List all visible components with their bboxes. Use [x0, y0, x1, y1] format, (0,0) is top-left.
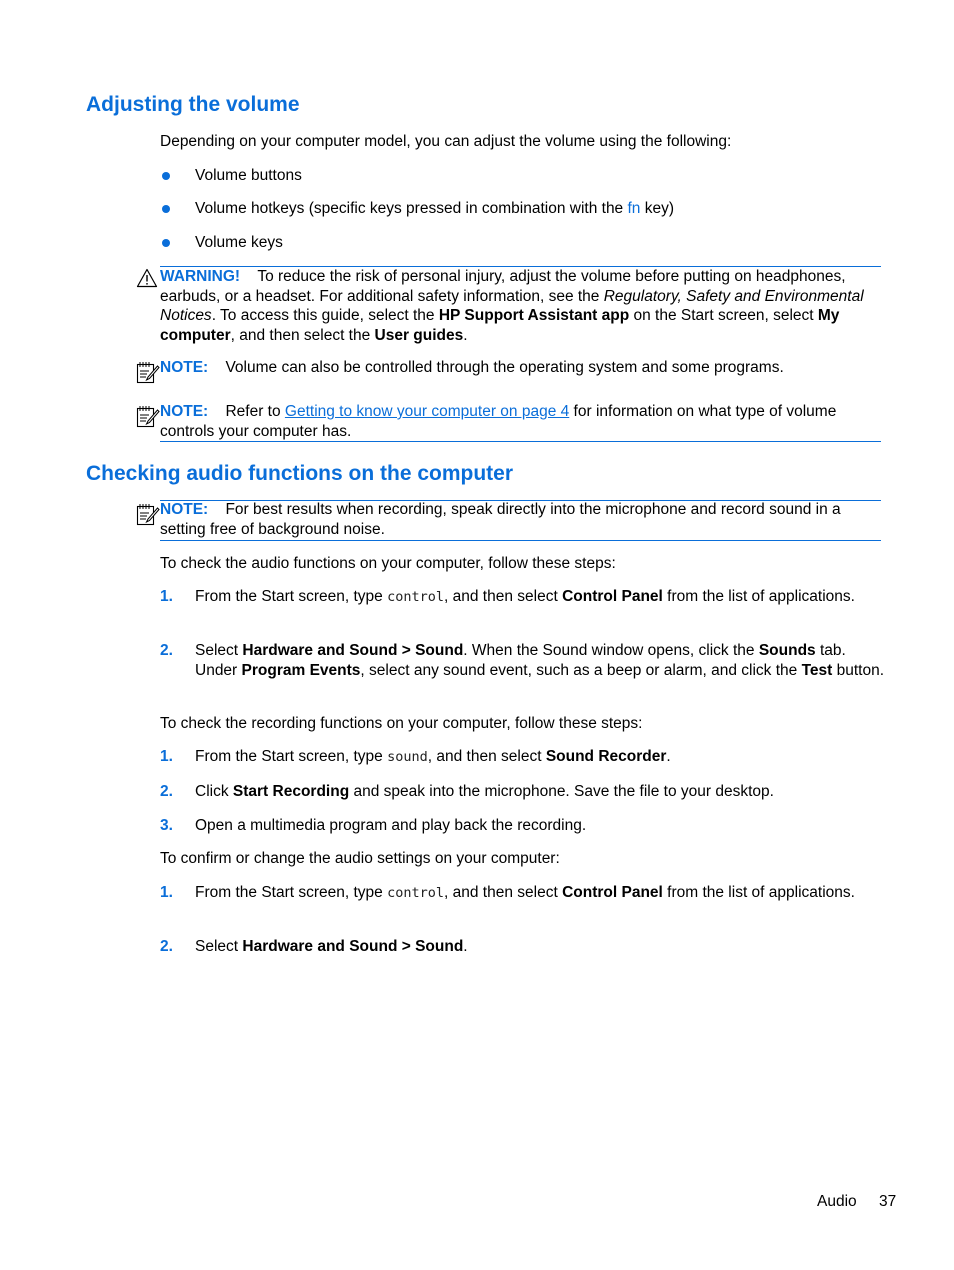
- step-settings-2: [195, 937, 885, 957]
- note-text: Volume can also be controlled through the operating system and some programs.: [225, 359, 784, 376]
- typed-command: control: [387, 589, 445, 605]
- step-recording-3: Open a multimedia program and play back the recording.: [195, 817, 587, 834]
- bullet-volume-keys: Volume keys: [195, 234, 283, 251]
- menu-option: User guides: [374, 326, 464, 344]
- bullet-dot: [162, 172, 170, 180]
- step-settings-1: [195, 883, 885, 904]
- step-audio-1: [195, 587, 885, 608]
- warning-text: on the Start screen, select: [629, 307, 818, 324]
- warning-text: , and then select the: [230, 326, 375, 344]
- note-label: NOTE:: [160, 359, 209, 376]
- warning-text: To reduce the risk of personal injury, adjust the volume before putting on headphones, earbuds, or a headset. For additional safety information, see the: [160, 268, 846, 305]
- warning-text: . To access this guide, select the: [211, 307, 439, 324]
- fn-key-label: fn: [627, 200, 641, 217]
- note-box-volume-control: [160, 358, 882, 378]
- footer-section-name: Audio: [817, 1193, 857, 1210]
- step-text: , and then select: [444, 588, 563, 605]
- step-text: Select: [195, 938, 243, 955]
- step-text: button.: [832, 661, 885, 679]
- step-number: 3.: [160, 817, 173, 834]
- step-text: .: [463, 938, 468, 955]
- bullet-dot: [162, 239, 170, 247]
- bullet-volume-buttons: Volume buttons: [195, 167, 302, 184]
- step-text: From the Start screen, type: [195, 884, 388, 901]
- step-recording-1: [195, 747, 885, 768]
- step-audio-2: [195, 641, 885, 680]
- step-text: and speak into the microphone. Save the file to your desktop.: [349, 783, 774, 800]
- note-pad-icon: [136, 502, 160, 526]
- bullet-text-part: Volume hotkeys (specific keys pressed in combination with the: [195, 200, 628, 217]
- warning-text: .: [463, 326, 468, 344]
- ui-element-name: Test: [801, 661, 833, 679]
- note-box-volume-controls-reference: [160, 402, 882, 441]
- note-label: NOTE:: [160, 501, 209, 518]
- typed-command: control: [387, 885, 445, 901]
- bullet-dot: [162, 205, 170, 213]
- warning-box: [160, 267, 882, 345]
- step-text: . When the Sound window opens, click the: [463, 642, 759, 659]
- bullet-volume-hotkeys: [195, 199, 885, 219]
- ui-element-name: Program Events: [241, 661, 361, 679]
- note-bottom-rule: [160, 540, 881, 541]
- footer-page-number: 37: [879, 1193, 897, 1210]
- ui-element-name: Control Panel: [562, 588, 663, 605]
- step-text: .: [666, 748, 671, 765]
- section1-intro: Depending on your computer model, you can adjust the volume using the following:: [160, 133, 732, 150]
- note-label: NOTE:: [160, 403, 209, 420]
- step-text: Select: [195, 642, 243, 659]
- step-text: From the Start screen, type: [195, 748, 388, 765]
- bullet-text-part: key): [640, 200, 675, 217]
- note-box-recording: [160, 500, 882, 539]
- getting-to-know-link[interactable]: Getting to know your computer on page 4: [284, 403, 570, 420]
- step-number: 1.: [160, 588, 173, 605]
- section-title-checking-audio: Checking audio functions on the computer: [86, 462, 514, 485]
- warning-label: WARNING!: [160, 268, 241, 285]
- step-number: 2.: [160, 783, 173, 800]
- step-text: from the list of applications.: [662, 884, 855, 901]
- ui-element-name: Control Panel: [562, 884, 663, 901]
- step-text: , select any sound event, such as a beep or alarm, and click the: [360, 661, 802, 679]
- step-text: From the Start screen, type: [195, 588, 388, 605]
- note-text: for information on what type of volume controls your computer has.: [160, 403, 837, 440]
- ui-element-name: Start Recording: [232, 783, 350, 800]
- recording-check-intro: To check the recording functions on your computer, follow these steps:: [160, 715, 643, 732]
- ui-element-name: Sounds: [758, 642, 816, 659]
- step-text: from the list of applications.: [662, 588, 855, 605]
- step-text: Click: [195, 783, 233, 800]
- note-text: For best results when recording, speak directly into the microphone and record sound in a setting free of background noise.: [160, 501, 841, 538]
- ui-element-name: Sound Recorder: [545, 748, 667, 765]
- step-number: 2.: [160, 642, 173, 659]
- step-recording-2: [195, 782, 885, 802]
- warning-triangle-icon: [136, 268, 158, 288]
- step-number: 2.: [160, 938, 173, 955]
- menu-option: My computer: [160, 307, 840, 344]
- audio-settings-intro: To confirm or change the audio settings on your computer:: [160, 850, 560, 867]
- typed-command: sound: [387, 749, 428, 765]
- step-number: 1.: [160, 748, 173, 765]
- step-text: , and then select: [427, 748, 546, 765]
- step-text: tab. Under: [195, 642, 846, 679]
- audio-check-intro: To check the audio functions on your computer, follow these steps:: [160, 555, 616, 572]
- note-bottom-rule: [160, 441, 881, 442]
- note-text: Refer to: [225, 403, 285, 420]
- app-name: HP Support Assistant app: [438, 307, 630, 324]
- section-title-adjusting-volume: Adjusting the volume: [86, 93, 300, 116]
- note-pad-icon: [136, 360, 160, 384]
- ui-element-name: Hardware and Sound > Sound: [242, 938, 464, 955]
- note-pad-icon: [136, 404, 160, 428]
- ui-element-name: Hardware and Sound > Sound: [242, 642, 464, 659]
- step-number: 1.: [160, 884, 173, 901]
- guide-title: Regulatory, Safety and Environmental Notices: [160, 287, 864, 324]
- step-text: , and then select: [444, 884, 563, 901]
